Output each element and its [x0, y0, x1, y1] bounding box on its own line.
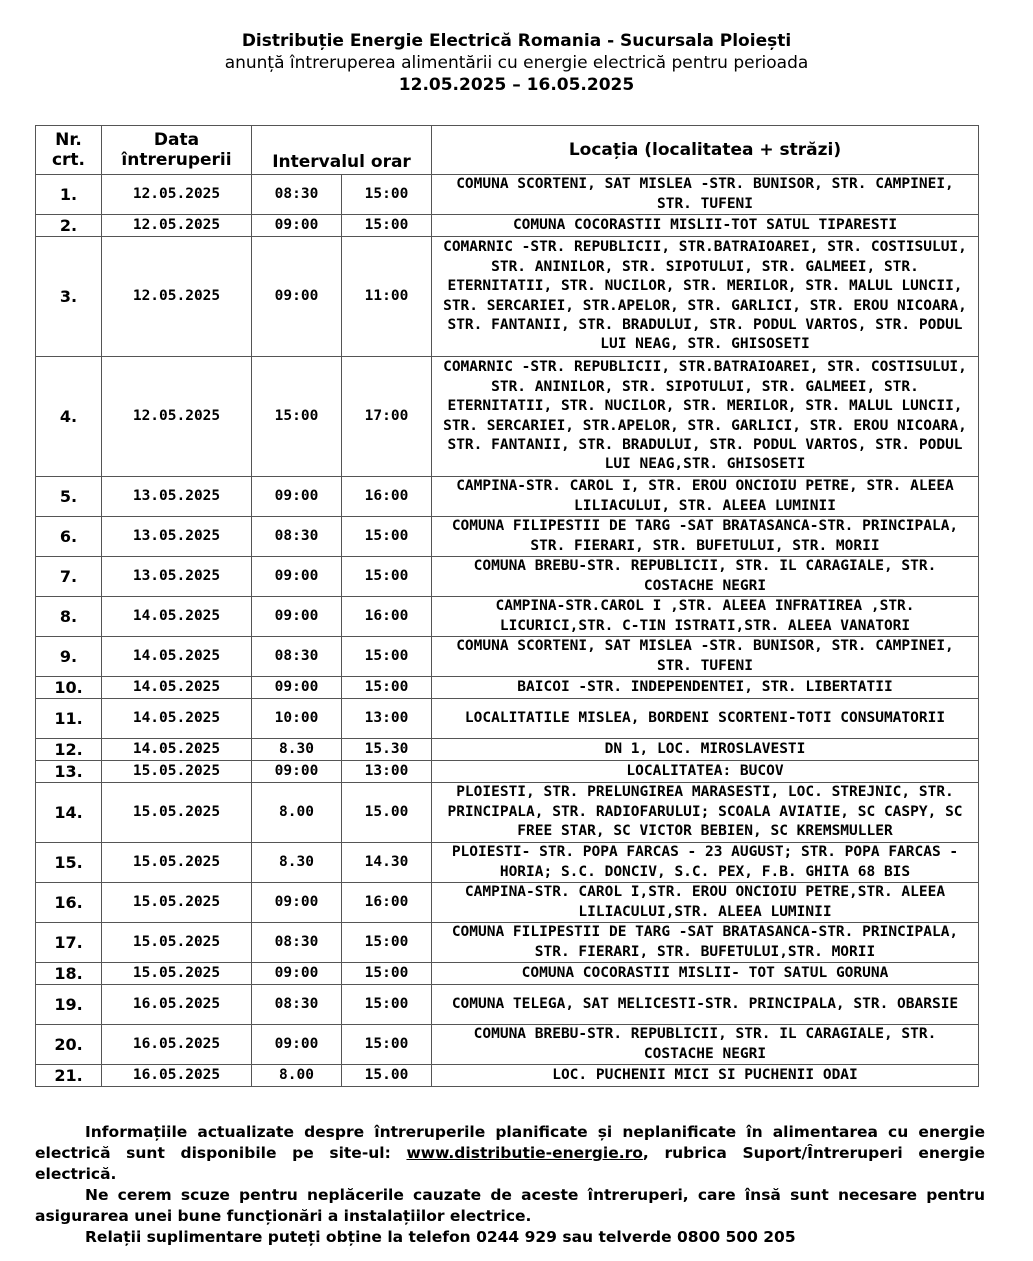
row-number: 3.: [36, 237, 102, 357]
row-location: CAMPINA-STR. CAROL I, STR. EROU ONCIOIU PETRE, STR. ALEEA LILIACULUI, STR. ALEEA LUMINII: [432, 477, 979, 517]
row-date: 15.05.2025: [102, 761, 252, 783]
row-number: 9.: [36, 637, 102, 677]
table-row: [36, 1065, 979, 1087]
row-end-time: 15.00: [342, 1065, 432, 1087]
info-text: Informațiile actualizate despre întreruperile planificate și neplanificate în alimentarea cu energie electrică sunt disponibile pe site-ul:: [35, 1123, 985, 1162]
row-location: COMUNA TELEGA, SAT MELICESTI-STR. PRINCIPALA, STR. OBARSIE: [432, 985, 979, 1025]
notice-footer: [35, 1122, 985, 1248]
period-range: 12.05.2025 – 16.05.2025: [398, 75, 635, 95]
row-number: 14.: [36, 783, 102, 843]
col-header-date: Data întreruperii: [102, 126, 252, 175]
notice-header: [0, 30, 1033, 96]
table-row: [36, 783, 979, 843]
row-start-time: 09:00: [252, 883, 342, 923]
row-location: PLOIESTI, STR. PRELUNGIREA MARASESTI, LOC. STREJNIC, STR. PRINCIPALA, STR. RADIOFARULUI; SCOALA AVIATIE, SC CASPY, SC FREE STAR, SC VICTOR BEBIEN, SC KREMSMULLER: [432, 783, 979, 843]
row-location: PLOIESTI- STR. POPA FARCAS - 23 AUGUST; STR. POPA FARCAS - HORIA; S.C. DONCIV, S.C. PEX, F.B. GHITA 68 BIS: [432, 843, 979, 883]
row-start-time: 08:30: [252, 637, 342, 677]
row-start-time: 08:30: [252, 985, 342, 1025]
row-end-time: 17:00: [342, 357, 432, 477]
row-end-time: 16:00: [342, 477, 432, 517]
info-text-end: , rubrica Suport/Întreruperi energie electrică.: [35, 1144, 985, 1183]
table-row: [36, 739, 979, 761]
row-location: COMUNA FILIPESTII DE TARG -SAT BRATASANCA-STR. PRINCIPALA, STR. FIERARI, STR. BUFETULUI, STR. MORII: [432, 517, 979, 557]
row-date: 13.05.2025: [102, 517, 252, 557]
apology-paragraph: Ne cerem scuze pentru neplăcerile cauzate de aceste întreruperi, care însă sunt necesare pentru asigurarea unei bune funcționări a instalațiilor electrice.: [35, 1186, 985, 1225]
row-location: COMUNA BREBU-STR. REPUBLICII, STR. IL CARAGIALE, STR. COSTACHE NEGRI: [432, 557, 979, 597]
row-number: 13.: [36, 761, 102, 783]
row-date: 15.05.2025: [102, 883, 252, 923]
row-location: COMUNA SCORTENI, SAT MISLEA -STR. BUNISOR, STR. CAMPINEI, STR. TUFENI: [432, 637, 979, 677]
table-row: [36, 357, 979, 477]
table-row: [36, 215, 979, 237]
row-number: 19.: [36, 985, 102, 1025]
table-row: [36, 883, 979, 923]
row-end-time: 11:00: [342, 237, 432, 357]
table-row: [36, 175, 979, 215]
row-start-time: 09:00: [252, 557, 342, 597]
row-number: 15.: [36, 843, 102, 883]
row-location: COMUNA BREBU-STR. REPUBLICII, STR. IL CARAGIALE, STR. COSTACHE NEGRI: [432, 1025, 979, 1065]
row-end-time: 15:00: [342, 557, 432, 597]
row-number: 16.: [36, 883, 102, 923]
col-header-location: Locația (localitatea + străzi): [432, 126, 979, 175]
row-date: 15.05.2025: [102, 843, 252, 883]
row-number: 17.: [36, 923, 102, 963]
row-date: 15.05.2025: [102, 923, 252, 963]
row-number: 12.: [36, 739, 102, 761]
row-start-time: 8.00: [252, 783, 342, 843]
row-date: 12.05.2025: [102, 215, 252, 237]
table-row: [36, 761, 979, 783]
row-number: 18.: [36, 963, 102, 985]
row-date: 13.05.2025: [102, 557, 252, 597]
row-start-time: 09:00: [252, 1025, 342, 1065]
row-end-time: 16:00: [342, 597, 432, 637]
table-row: [36, 557, 979, 597]
row-start-time: 08:30: [252, 923, 342, 963]
row-end-time: 15:00: [342, 175, 432, 215]
row-end-time: 14.30: [342, 843, 432, 883]
row-start-time: 09:00: [252, 963, 342, 985]
row-number: 11.: [36, 699, 102, 739]
table-row: [36, 237, 979, 357]
row-start-time: 08:30: [252, 175, 342, 215]
row-start-time: 8.30: [252, 843, 342, 883]
row-end-time: 15:00: [342, 985, 432, 1025]
row-end-time: 15:00: [342, 923, 432, 963]
row-start-time: 8.30: [252, 739, 342, 761]
row-date: 12.05.2025: [102, 357, 252, 477]
row-date: 14.05.2025: [102, 677, 252, 699]
row-location: BAICOI -STR. INDEPENDENTEI, STR. LIBERTATII: [432, 677, 979, 699]
row-location: COMUNA SCORTENI, SAT MISLEA -STR. BUNISOR, STR. CAMPINEI, STR. TUFENI: [432, 175, 979, 215]
row-date: 16.05.2025: [102, 985, 252, 1025]
row-start-time: 10:00: [252, 699, 342, 739]
row-number: 6.: [36, 517, 102, 557]
row-start-time: 09:00: [252, 677, 342, 699]
row-start-time: 08:30: [252, 517, 342, 557]
outage-table: [35, 125, 979, 1087]
row-end-time: 15:00: [342, 215, 432, 237]
row-start-time: 09:00: [252, 215, 342, 237]
row-location: COMUNA COCORASTII MISLII- TOT SATUL GORUNA: [432, 963, 979, 985]
row-number: 21.: [36, 1065, 102, 1087]
website-link[interactable]: www.distributie-energie.ro: [406, 1144, 643, 1162]
contact-paragraph: Relații suplimentare puteți obține la telefon 0244 929 sau telverde 0800 500 205: [85, 1228, 796, 1246]
row-date: 16.05.2025: [102, 1065, 252, 1087]
row-end-time: 15:00: [342, 517, 432, 557]
row-start-time: 09:00: [252, 237, 342, 357]
row-date: 15.05.2025: [102, 963, 252, 985]
row-location: COMUNA COCORASTII MISLII-TOT SATUL TIPARESTI: [432, 215, 979, 237]
row-location: DN 1, LOC. MIROSLAVESTI: [432, 739, 979, 761]
row-location: LOCALITATILE MISLEA, BORDENI SCORTENI-TOTI CONSUMATORII: [432, 699, 979, 739]
row-end-time: 13:00: [342, 699, 432, 739]
row-start-time: 09:00: [252, 761, 342, 783]
row-date: 14.05.2025: [102, 637, 252, 677]
row-date: 16.05.2025: [102, 1025, 252, 1065]
row-location: CAMPINA-STR. CAROL I,STR. EROU ONCIOIU PETRE,STR. ALEEA LILIACULUI,STR. ALEEA LUMINII: [432, 883, 979, 923]
row-end-time: 15:00: [342, 1025, 432, 1065]
row-location: LOCALITATEA: BUCOV: [432, 761, 979, 783]
table-row: [36, 843, 979, 883]
row-number: 5.: [36, 477, 102, 517]
table-row: [36, 637, 979, 677]
row-end-time: 15:00: [342, 963, 432, 985]
row-end-time: 16:00: [342, 883, 432, 923]
row-date: 15.05.2025: [102, 783, 252, 843]
row-number: 7.: [36, 557, 102, 597]
row-date: 14.05.2025: [102, 739, 252, 761]
row-date: 12.05.2025: [102, 237, 252, 357]
info-paragraph: [35, 1122, 985, 1185]
row-date: 14.05.2025: [102, 597, 252, 637]
row-end-time: 15.30: [342, 739, 432, 761]
row-start-time: 09:00: [252, 597, 342, 637]
row-start-time: 09:00: [252, 477, 342, 517]
table-header-row: [36, 126, 979, 175]
col-header-nr: Nr. crt.: [36, 126, 102, 175]
row-date: 13.05.2025: [102, 477, 252, 517]
table-row: [36, 477, 979, 517]
row-number: 20.: [36, 1025, 102, 1065]
row-location: COMUNA FILIPESTII DE TARG -SAT BRATASANCA-STR. PRINCIPALA, STR. FIERARI, STR. BUFETULUI,STR. MORII: [432, 923, 979, 963]
table-row: [36, 923, 979, 963]
company-name: Distribuție Energie Electrică Romania - Sucursala Ploiești: [241, 31, 792, 51]
table-row: [36, 1025, 979, 1065]
row-date: 14.05.2025: [102, 699, 252, 739]
col-header-interval: Intervalul orar: [252, 126, 432, 175]
row-end-time: 15.00: [342, 783, 432, 843]
row-number: 10.: [36, 677, 102, 699]
row-location: CAMPINA-STR.CAROL I ,STR. ALEEA INFRATIREA ,STR. LICURICI,STR. C-TIN ISTRATI,STR. ALEEA VANATORI: [432, 597, 979, 637]
table-row: [36, 963, 979, 985]
row-location: LOC. PUCHENII MICI SI PUCHENII ODAI: [432, 1065, 979, 1087]
row-number: 8.: [36, 597, 102, 637]
row-number: 1.: [36, 175, 102, 215]
row-location: COMARNIC -STR. REPUBLICII, STR.BATRAIOAREI, STR. COSTISULUI, STR. ANINILOR, STR. SIPOTULUI, STR. GALMEEI, STR. ETERNITATII, STR. NUCILOR, STR. MERILOR, STR. MALUL LUNCII, STR. SERCARIEI, STR.APELOR, STR. GARLICI, STR. EROU NICOARA, STR. FANTANII, STR. BRADULUI, STR. PODUL VARTOS, STR. PODUL LUI NEAG,STR. GHISOSETI: [432, 357, 979, 477]
row-number: 4.: [36, 357, 102, 477]
table-row: [36, 597, 979, 637]
table-row: [36, 677, 979, 699]
announcement-line: anunță întreruperea alimentării cu energie electrică pentru perioada: [224, 53, 809, 73]
row-end-time: 13:00: [342, 761, 432, 783]
table-row: [36, 517, 979, 557]
row-start-time: 15:00: [252, 357, 342, 477]
row-location: COMARNIC -STR. REPUBLICII, STR.BATRAIOAREI, STR. COSTISULUI, STR. ANINILOR, STR. SIPOTULUI, STR. GALMEEI, STR. ETERNITATII, STR. NUCILOR, STR. MERILOR, STR. MALUL LUNCII, STR. SERCARIEI, STR.APELOR, STR. GARLICI, STR. EROU NICOARA, STR. FANTANII, STR. BRADULUI, STR. PODUL VARTOS, STR. PODUL LUI NEAG, STR. GHISOSETI: [432, 237, 979, 357]
row-end-time: 15:00: [342, 677, 432, 699]
table-row: [36, 699, 979, 739]
row-start-time: 8.00: [252, 1065, 342, 1087]
table-row: [36, 985, 979, 1025]
row-number: 2.: [36, 215, 102, 237]
row-date: 12.05.2025: [102, 175, 252, 215]
row-end-time: 15:00: [342, 637, 432, 677]
